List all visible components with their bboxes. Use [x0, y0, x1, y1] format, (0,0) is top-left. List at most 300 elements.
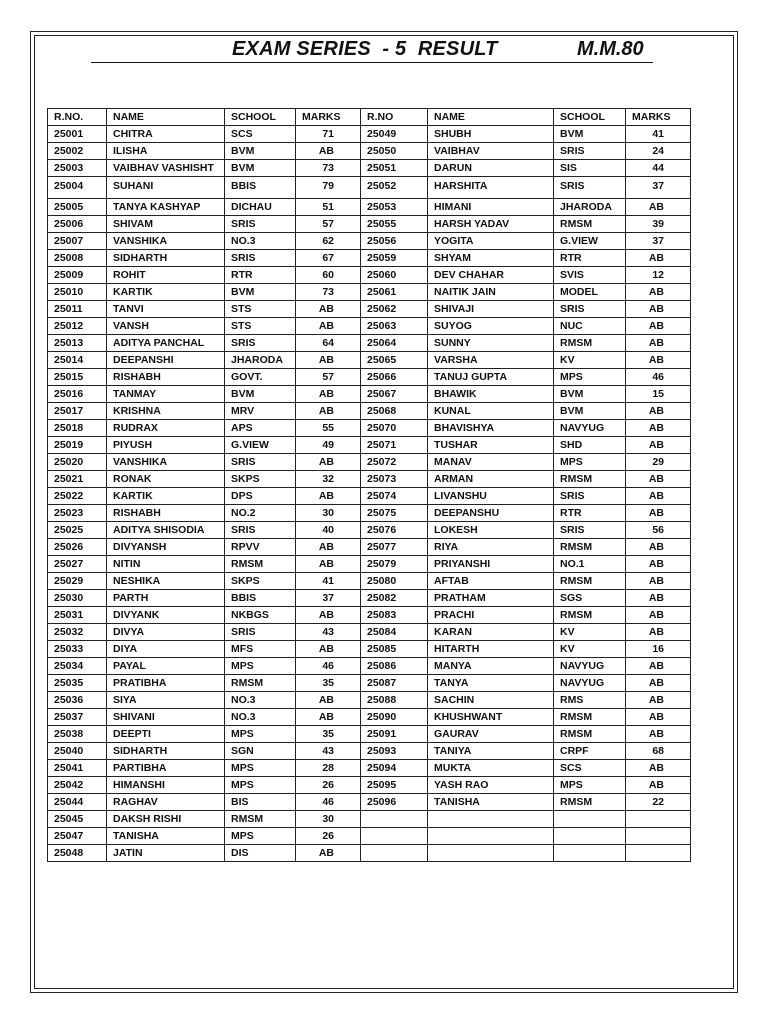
name-cell: HARSH YADAV [428, 216, 554, 233]
title-underline [91, 62, 653, 63]
marks-cell: AB [626, 726, 691, 743]
marks-cell: 22 [626, 794, 691, 811]
name-cell: NITIN [107, 556, 225, 573]
table-row [48, 760, 691, 777]
marks-cell: AB [626, 539, 691, 556]
name-cell: SHIVAM [107, 216, 225, 233]
name-cell: NAITIK JAIN [428, 284, 554, 301]
roll-no-cell: 25029 [48, 573, 107, 590]
table-row [48, 505, 691, 522]
name-cell: YASH RAO [428, 777, 554, 794]
marks-cell: AB [296, 641, 361, 658]
name-cell: SUYOG [428, 318, 554, 335]
marks-cell: 68 [626, 743, 691, 760]
name-cell: SIYA [107, 692, 225, 709]
name-cell: SUNNY [428, 335, 554, 352]
name-cell: KARTIK [107, 284, 225, 301]
marks-cell: AB [626, 573, 691, 590]
roll-no-cell: 25048 [48, 845, 107, 862]
name-cell: NESHIKA [107, 573, 225, 590]
school-cell: RMSM [554, 607, 626, 624]
table-row [48, 160, 691, 177]
marks-cell: AB [626, 692, 691, 709]
roll-no-cell: 25063 [361, 318, 428, 335]
table-row [48, 352, 691, 369]
table-row [48, 726, 691, 743]
school-cell: JHARODA [554, 199, 626, 216]
marks-cell: AB [296, 143, 361, 160]
school-cell: SKPS [225, 471, 296, 488]
roll-no-cell: 25087 [361, 675, 428, 692]
marks-cell: AB [296, 845, 361, 862]
roll-no-cell: 25049 [361, 126, 428, 143]
name-cell: RAGHAV [107, 794, 225, 811]
school-cell: DICHAU [225, 199, 296, 216]
name-cell: PARTH [107, 590, 225, 607]
roll-no-cell: 25071 [361, 437, 428, 454]
marks-cell [626, 811, 691, 828]
roll-no-cell: 25036 [48, 692, 107, 709]
school-cell: STS [225, 301, 296, 318]
roll-no-cell: 25040 [48, 743, 107, 760]
marks-cell: 60 [296, 267, 361, 284]
marks-cell: 37 [296, 590, 361, 607]
roll-no-cell: 25019 [48, 437, 107, 454]
school-cell: RMSM [225, 675, 296, 692]
name-cell: SHIVANI [107, 709, 225, 726]
name-cell [428, 811, 554, 828]
marks-cell: AB [296, 403, 361, 420]
roll-no-cell: 25066 [361, 369, 428, 386]
roll-no-cell: 25067 [361, 386, 428, 403]
school-cell: SRIS [225, 335, 296, 352]
name-cell: DIVYA [107, 624, 225, 641]
marks-cell: 62 [296, 233, 361, 250]
marks-cell: 46 [296, 658, 361, 675]
roll-no-cell: 25022 [48, 488, 107, 505]
name-cell: DEV CHAHAR [428, 267, 554, 284]
school-cell: MPS [225, 828, 296, 845]
school-cell: SRIS [225, 216, 296, 233]
roll-no-cell: 25047 [48, 828, 107, 845]
name-cell [428, 828, 554, 845]
table-row [48, 437, 691, 454]
marks-cell: AB [626, 352, 691, 369]
name-cell: MUKTA [428, 760, 554, 777]
column-header: MARKS [296, 109, 361, 126]
name-cell: SACHIN [428, 692, 554, 709]
school-cell: NAVYUG [554, 658, 626, 675]
marks-cell: AB [296, 556, 361, 573]
roll-no-cell: 25014 [48, 352, 107, 369]
table-row [48, 675, 691, 692]
school-cell: SRIS [554, 177, 626, 199]
roll-no-cell: 25013 [48, 335, 107, 352]
name-cell: DEEPANSHI [107, 352, 225, 369]
roll-no-cell: 25075 [361, 505, 428, 522]
table-row [48, 403, 691, 420]
name-cell: LIVANSHU [428, 488, 554, 505]
school-cell: RTR [554, 250, 626, 267]
marks-cell: 79 [296, 177, 361, 199]
marks-cell: 43 [296, 743, 361, 760]
table-row [48, 811, 691, 828]
roll-no-cell: 25060 [361, 267, 428, 284]
name-cell: DARUN [428, 160, 554, 177]
roll-no-cell: 25059 [361, 250, 428, 267]
marks-cell: 49 [296, 437, 361, 454]
table-row [48, 301, 691, 318]
roll-no-cell: 25003 [48, 160, 107, 177]
marks-cell: 30 [296, 811, 361, 828]
school-cell: RMSM [554, 539, 626, 556]
name-cell: TANISHA [428, 794, 554, 811]
school-cell: NO.3 [225, 233, 296, 250]
table-row [48, 590, 691, 607]
name-cell: MANYA [428, 658, 554, 675]
school-cell: NKBGS [225, 607, 296, 624]
roll-no-cell: 25080 [361, 573, 428, 590]
roll-no-cell: 25088 [361, 692, 428, 709]
column-header: MARKS [626, 109, 691, 126]
column-header: R.NO [361, 109, 428, 126]
name-cell: KHUSHWANT [428, 709, 554, 726]
marks-cell: 32 [296, 471, 361, 488]
name-cell: VANSHIKA [107, 233, 225, 250]
marks-cell: AB [626, 284, 691, 301]
marks-cell: AB [626, 777, 691, 794]
roll-no-cell: 25018 [48, 420, 107, 437]
name-cell: DIYA [107, 641, 225, 658]
name-cell: TANYA KASHYAP [107, 199, 225, 216]
marks-cell: AB [626, 250, 691, 267]
roll-no-cell: 25041 [48, 760, 107, 777]
marks-cell: 51 [296, 199, 361, 216]
school-cell: KV [554, 624, 626, 641]
marks-cell: AB [626, 760, 691, 777]
marks-cell: AB [626, 437, 691, 454]
table-row [48, 284, 691, 301]
roll-no-cell: 25072 [361, 454, 428, 471]
school-cell: KV [554, 641, 626, 658]
table-row [48, 522, 691, 539]
roll-no-cell [361, 845, 428, 862]
roll-no-cell: 25086 [361, 658, 428, 675]
name-cell: RUDRAX [107, 420, 225, 437]
school-cell: RTR [225, 267, 296, 284]
marks-cell: AB [626, 556, 691, 573]
roll-no-cell: 25073 [361, 471, 428, 488]
roll-no-cell [361, 811, 428, 828]
roll-no-cell: 25002 [48, 143, 107, 160]
school-cell: MPS [554, 369, 626, 386]
name-cell: DAKSH RISHI [107, 811, 225, 828]
name-cell: VANSH [107, 318, 225, 335]
marks-cell: AB [296, 607, 361, 624]
school-cell: SCS [225, 126, 296, 143]
school-cell: G.VIEW [225, 437, 296, 454]
school-cell: BVM [225, 284, 296, 301]
school-cell: RMSM [225, 556, 296, 573]
table-row [48, 250, 691, 267]
marks-cell: AB [626, 199, 691, 216]
marks-cell: AB [296, 692, 361, 709]
school-cell: RMSM [554, 794, 626, 811]
name-cell: GAURAV [428, 726, 554, 743]
school-cell: SRIS [554, 488, 626, 505]
marks-cell: AB [626, 420, 691, 437]
roll-no-cell: 25034 [48, 658, 107, 675]
name-cell: SHYAM [428, 250, 554, 267]
name-cell: TUSHAR [428, 437, 554, 454]
school-cell: MPS [554, 777, 626, 794]
name-cell: SHIVAJI [428, 301, 554, 318]
roll-no-cell: 25007 [48, 233, 107, 250]
marks-cell: AB [626, 624, 691, 641]
marks-cell: 55 [296, 420, 361, 437]
marks-cell: 16 [626, 641, 691, 658]
school-cell: CRPF [554, 743, 626, 760]
marks-cell: AB [626, 403, 691, 420]
school-cell: RMSM [554, 216, 626, 233]
roll-no-cell: 25076 [361, 522, 428, 539]
marks-cell: AB [626, 471, 691, 488]
name-cell: RIYA [428, 539, 554, 556]
roll-no-cell: 25011 [48, 301, 107, 318]
roll-no-cell: 25004 [48, 177, 107, 199]
school-cell: BVM [225, 143, 296, 160]
school-cell: NO.1 [554, 556, 626, 573]
school-cell: SKPS [225, 573, 296, 590]
roll-no-cell: 25001 [48, 126, 107, 143]
school-cell: G.VIEW [554, 233, 626, 250]
school-cell: RMSM [554, 335, 626, 352]
school-cell: JHARODA [225, 352, 296, 369]
name-cell: RISHABH [107, 369, 225, 386]
school-cell: SRIS [225, 522, 296, 539]
table-row [48, 386, 691, 403]
roll-no-cell: 25006 [48, 216, 107, 233]
roll-no-cell: 25016 [48, 386, 107, 403]
roll-no-cell: 25023 [48, 505, 107, 522]
school-cell [554, 828, 626, 845]
school-cell: NAVYUG [554, 420, 626, 437]
name-cell: ROHIT [107, 267, 225, 284]
name-cell: HIMANI [428, 199, 554, 216]
roll-no-cell: 25070 [361, 420, 428, 437]
name-cell: KRISHNA [107, 403, 225, 420]
name-cell: DEEPANSHU [428, 505, 554, 522]
marks-cell: 26 [296, 777, 361, 794]
name-cell [428, 845, 554, 862]
name-cell: TANUJ GUPTA [428, 369, 554, 386]
roll-no-cell: 25090 [361, 709, 428, 726]
marks-cell: 43 [296, 624, 361, 641]
marks-cell: AB [626, 590, 691, 607]
name-cell: JATIN [107, 845, 225, 862]
marks-cell: 71 [296, 126, 361, 143]
table-row [48, 845, 691, 862]
name-cell: KARTIK [107, 488, 225, 505]
marks-cell: AB [296, 454, 361, 471]
roll-no-cell: 25033 [48, 641, 107, 658]
school-cell: MPS [225, 777, 296, 794]
marks-cell [626, 828, 691, 845]
name-cell: PRIYANSHI [428, 556, 554, 573]
name-cell: YOGITA [428, 233, 554, 250]
max-marks-label: M.M.80 [577, 38, 644, 60]
name-cell: PARTIBHA [107, 760, 225, 777]
school-cell: RMSM [225, 811, 296, 828]
column-header: SCHOOL [554, 109, 626, 126]
table-row [48, 488, 691, 505]
marks-cell: AB [296, 318, 361, 335]
roll-no-cell: 25044 [48, 794, 107, 811]
roll-no-cell: 25096 [361, 794, 428, 811]
name-cell: VARSHA [428, 352, 554, 369]
table-header-row [48, 109, 691, 126]
roll-no-cell: 25035 [48, 675, 107, 692]
marks-cell: AB [626, 301, 691, 318]
marks-cell [626, 845, 691, 862]
name-cell: RONAK [107, 471, 225, 488]
roll-no-cell [361, 828, 428, 845]
table-row [48, 369, 691, 386]
table-row [48, 709, 691, 726]
table-row [48, 641, 691, 658]
roll-no-cell: 25020 [48, 454, 107, 471]
roll-no-cell: 25084 [361, 624, 428, 641]
school-cell: KV [554, 352, 626, 369]
roll-no-cell: 25079 [361, 556, 428, 573]
school-cell: SRIS [225, 624, 296, 641]
marks-cell: 15 [626, 386, 691, 403]
school-cell: SGN [225, 743, 296, 760]
marks-cell: AB [296, 352, 361, 369]
table-row [48, 126, 691, 143]
name-cell: SUHANI [107, 177, 225, 199]
marks-cell: AB [626, 675, 691, 692]
roll-no-cell: 25083 [361, 607, 428, 624]
school-cell: RMSM [554, 471, 626, 488]
marks-cell: AB [296, 539, 361, 556]
column-header: R.NO. [48, 109, 107, 126]
school-cell: MPS [225, 726, 296, 743]
school-cell: GOVT. [225, 369, 296, 386]
school-cell: RPVV [225, 539, 296, 556]
roll-no-cell: 25012 [48, 318, 107, 335]
school-cell: BBIS [225, 177, 296, 199]
table-row [48, 420, 691, 437]
name-cell: BHAVISHYA [428, 420, 554, 437]
roll-no-cell: 25010 [48, 284, 107, 301]
school-cell: DPS [225, 488, 296, 505]
roll-no-cell: 25052 [361, 177, 428, 199]
marks-cell: AB [626, 709, 691, 726]
marks-cell: 73 [296, 160, 361, 177]
name-cell: MANAV [428, 454, 554, 471]
marks-cell: 26 [296, 828, 361, 845]
school-cell: BBIS [225, 590, 296, 607]
roll-no-cell: 25025 [48, 522, 107, 539]
table-row [48, 777, 691, 794]
roll-no-cell: 25062 [361, 301, 428, 318]
name-cell: VAIBHAV VASHISHT [107, 160, 225, 177]
roll-no-cell: 25094 [361, 760, 428, 777]
school-cell: SRIS [554, 301, 626, 318]
name-cell: AFTAB [428, 573, 554, 590]
roll-no-cell: 25008 [48, 250, 107, 267]
roll-no-cell: 25021 [48, 471, 107, 488]
table-row [48, 624, 691, 641]
school-cell: RMSM [554, 709, 626, 726]
table-row [48, 454, 691, 471]
name-cell: SIDHARTH [107, 250, 225, 267]
name-cell: LOKESH [428, 522, 554, 539]
table-row [48, 692, 691, 709]
column-header: SCHOOL [225, 109, 296, 126]
school-cell: SRIS [225, 454, 296, 471]
name-cell: SHUBH [428, 126, 554, 143]
school-cell: SVIS [554, 267, 626, 284]
school-cell: MRV [225, 403, 296, 420]
marks-cell: AB [626, 607, 691, 624]
table-row [48, 177, 691, 199]
school-cell: SHD [554, 437, 626, 454]
marks-cell: 24 [626, 143, 691, 160]
name-cell: ADITYA PANCHAL [107, 335, 225, 352]
roll-no-cell: 25026 [48, 539, 107, 556]
marks-cell: AB [296, 386, 361, 403]
school-cell: MODEL [554, 284, 626, 301]
roll-no-cell: 25050 [361, 143, 428, 160]
marks-cell: AB [296, 488, 361, 505]
marks-cell: 67 [296, 250, 361, 267]
marks-cell: 57 [296, 369, 361, 386]
marks-cell: AB [626, 318, 691, 335]
marks-cell: AB [626, 488, 691, 505]
roll-no-cell: 25042 [48, 777, 107, 794]
name-cell: HARSHITA [428, 177, 554, 199]
name-cell: PIYUSH [107, 437, 225, 454]
name-cell: PAYAL [107, 658, 225, 675]
roll-no-cell: 25068 [361, 403, 428, 420]
school-cell: BIS [225, 794, 296, 811]
name-cell: HIMANSHI [107, 777, 225, 794]
school-cell: RMSM [554, 573, 626, 590]
roll-no-cell: 25082 [361, 590, 428, 607]
table-row [48, 233, 691, 250]
school-cell: MFS [225, 641, 296, 658]
name-cell: BHAWIK [428, 386, 554, 403]
school-cell: DIS [225, 845, 296, 862]
roll-no-cell: 25032 [48, 624, 107, 641]
roll-no-cell: 25055 [361, 216, 428, 233]
roll-no-cell: 25053 [361, 199, 428, 216]
marks-cell: 44 [626, 160, 691, 177]
school-cell: NO.2 [225, 505, 296, 522]
name-cell: KARAN [428, 624, 554, 641]
table-row [48, 199, 691, 216]
school-cell: BVM [225, 386, 296, 403]
roll-no-cell: 25027 [48, 556, 107, 573]
school-cell: RMS [554, 692, 626, 709]
marks-cell: 57 [296, 216, 361, 233]
marks-cell: 64 [296, 335, 361, 352]
table-row [48, 743, 691, 760]
page-title: EXAM SERIES - 5 RESULT [232, 38, 498, 60]
school-cell: APS [225, 420, 296, 437]
